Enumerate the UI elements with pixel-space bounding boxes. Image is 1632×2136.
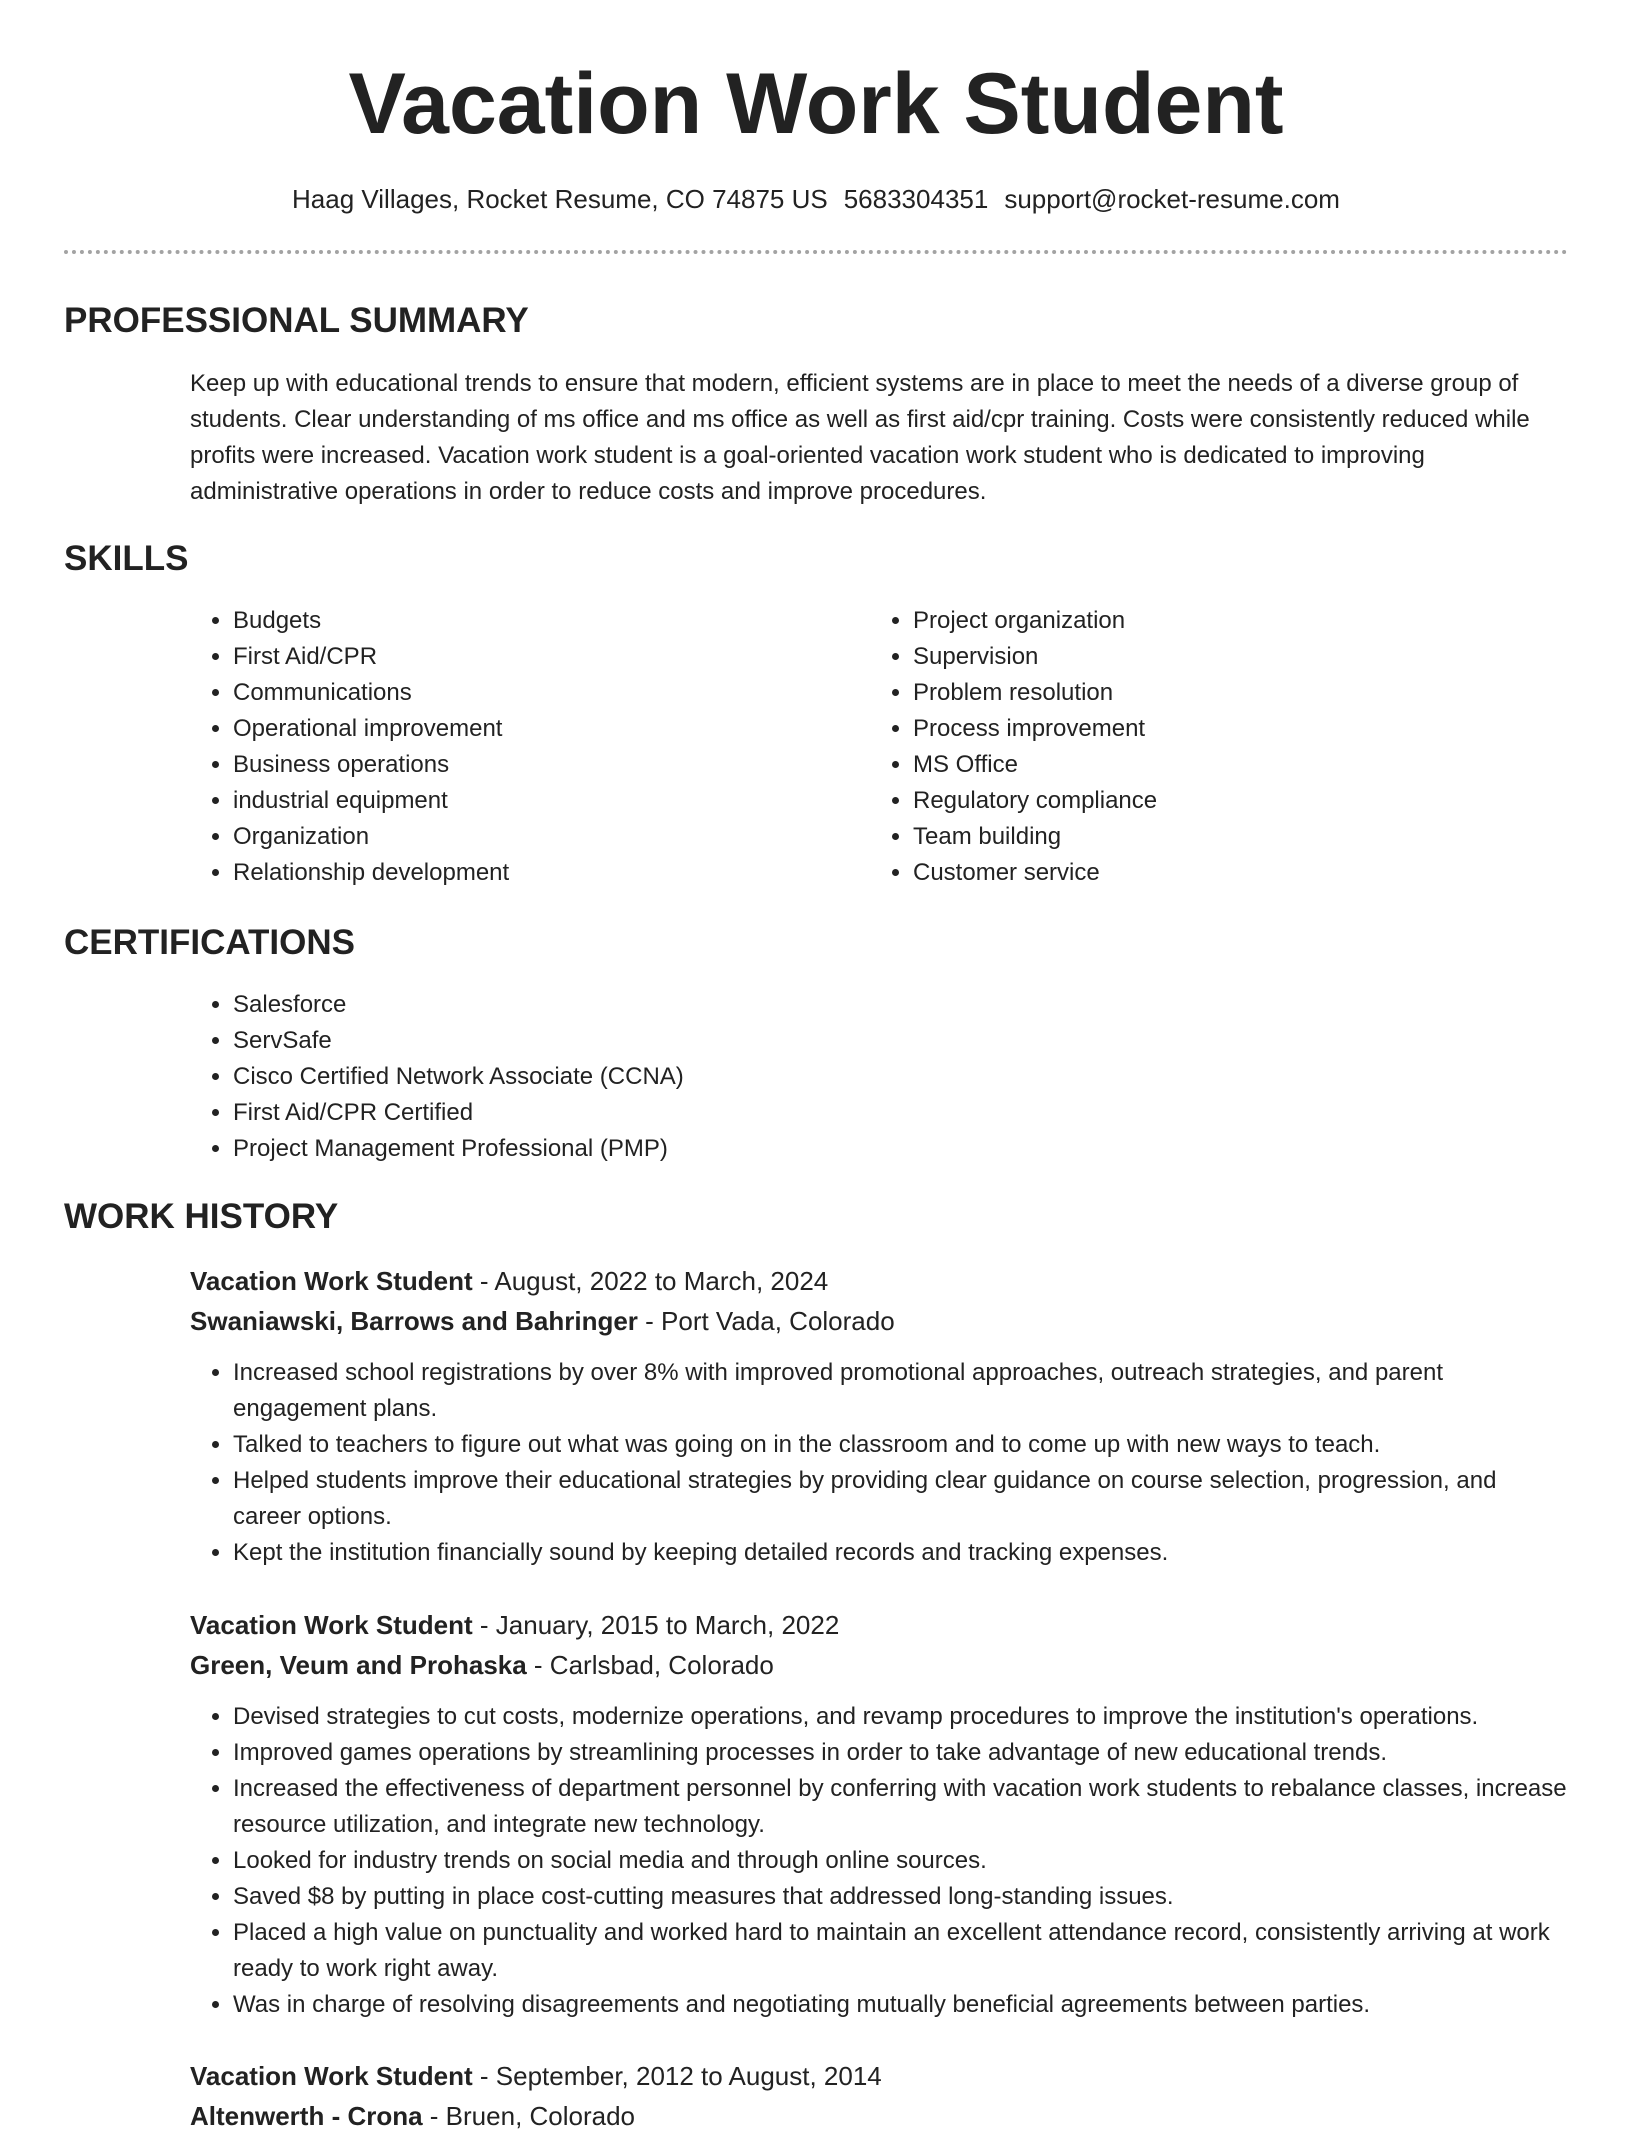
job-title-line — [190, 1605, 839, 1645]
job-dates: - January, 2015 to March, 2022 — [472, 1610, 840, 1640]
skill-item: • Budgets — [233, 603, 833, 639]
job-bullet: • Helped students improve their educational strategies by providing clear guidance on course selection, progression, and career options. — [233, 1463, 1568, 1535]
contact-info — [0, 182, 1632, 216]
certification-item: • Cisco Certified Network Associate (CCNA) — [233, 1059, 1233, 1095]
job-title-line — [190, 2056, 882, 2096]
skill-item: • MS Office — [913, 747, 1553, 783]
skill-item: • Problem resolution — [913, 675, 1553, 711]
candidate-name: Vacation Work Student — [348, 56, 1284, 152]
skill-item: • Communications — [233, 675, 833, 711]
skill-item: • Project organization — [913, 603, 1553, 639]
skill-item: • Business operations — [233, 747, 833, 783]
job-bullet: • Saved $8 by putting in place cost-cutting measures that addressed long-standing issues. — [233, 1879, 1568, 1915]
job-location: - Bruen, Colorado — [422, 2101, 636, 2131]
job-bullet: • Looked for industry trends on social media and through online sources. — [233, 1843, 1568, 1879]
job-dates: - September, 2012 to August, 2014 — [472, 2061, 882, 2091]
job-dates: - August, 2022 to March, 2024 — [472, 1266, 829, 1296]
contact-phone: 5683304351 — [843, 184, 989, 214]
skill-item: • Organization — [233, 819, 833, 855]
job-bullets — [190, 1699, 1568, 2023]
certification-item: • Project Management Professional (PMP) — [233, 1131, 1233, 1167]
job-bullet: • Placed a high value on punctuality and worked hard to maintain an excellent attendance record, consistently arriving at work ready to work right away. — [233, 1915, 1568, 1987]
job-bullet: • Kept the institution financially sound by keeping detailed records and tracking expenses. — [233, 1535, 1568, 1571]
job-bullets — [190, 1355, 1568, 1571]
skills-list-right — [870, 603, 1553, 891]
work-history-heading: WORK HISTORY — [64, 1197, 339, 1236]
certifications-heading: CERTIFICATIONS — [64, 923, 356, 962]
job-bullet: • Devised strategies to cut costs, modernize operations, and revamp procedures to improve the institution's operations. — [233, 1699, 1568, 1735]
skill-item: • industrial equipment — [233, 783, 833, 819]
skill-item: • Customer service — [913, 855, 1553, 891]
summary-text: Keep up with educational trends to ensure that modern, efficient systems are in place to meet the needs of a diverse group of students. Clear understanding of ms office and ms office as well as first aid/cpr training. Costs were consistently reduced while profits were increased. Vacation work student is a goal-oriented vacation work student who is dedicated to improving administrative operations in order to reduce costs and improve procedures. — [190, 370, 1530, 505]
job-bullet: • Increased the effectiveness of department personnel by conferring with vacation work students to rebalance classes, increase resource utilization, and integrate new technology. — [233, 1771, 1568, 1843]
job-company: Swaniawski, Barrows and Bahringer — [190, 1306, 638, 1336]
skills-list-left — [190, 603, 833, 891]
skill-item: • Process improvement — [913, 711, 1553, 747]
skills-heading: SKILLS — [64, 539, 189, 578]
job-company: Green, Veum and Prohaska — [190, 1650, 527, 1680]
job-title-line — [190, 1261, 828, 1301]
job-role: Vacation Work Student — [190, 1610, 473, 1640]
skill-item: • Relationship development — [233, 855, 833, 891]
summary-heading: PROFESSIONAL SUMMARY — [64, 301, 529, 340]
header-divider — [64, 250, 1568, 254]
job-bullet: • Was in charge of resolving disagreements and negotiating mutually beneficial agreements between parties. — [233, 1987, 1568, 2023]
skill-item: • First Aid/CPR — [233, 639, 833, 675]
skill-item: • Team building — [913, 819, 1553, 855]
contact-email: support@rocket-resume.com — [1004, 184, 1340, 214]
job-role: Vacation Work Student — [190, 1266, 473, 1296]
job-company-line — [190, 1645, 774, 1685]
job-bullet: • Increased school registrations by over 8% with improved promotional approaches, outreach strategies, and parent engagement plans. — [233, 1355, 1568, 1427]
certification-item: • Salesforce — [233, 987, 1233, 1023]
job-company-line — [190, 2096, 635, 2136]
skill-item: • Operational improvement — [233, 711, 833, 747]
certification-item: • ServSafe — [233, 1023, 1233, 1059]
skill-item: • Regulatory compliance — [913, 783, 1553, 819]
certification-item: • First Aid/CPR Certified — [233, 1095, 1233, 1131]
job-bullet: • Improved games operations by streamlining processes in order to take advantage of new educational trends. — [233, 1735, 1568, 1771]
job-bullet: • Talked to teachers to figure out what was going on in the classroom and to come up with new ways to teach. — [233, 1427, 1568, 1463]
job-company: Altenwerth - Crona — [190, 2101, 423, 2131]
job-company-line — [190, 1301, 895, 1341]
job-location: - Port Vada, Colorado — [637, 1306, 895, 1336]
job-role: Vacation Work Student — [190, 2061, 473, 2091]
contact-address: Haag Villages, Rocket Resume, CO 74875 US — [292, 184, 828, 214]
job-location: - Carlsbad, Colorado — [526, 1650, 774, 1680]
skill-item: • Supervision — [913, 639, 1553, 675]
certifications-list — [190, 987, 1233, 1167]
